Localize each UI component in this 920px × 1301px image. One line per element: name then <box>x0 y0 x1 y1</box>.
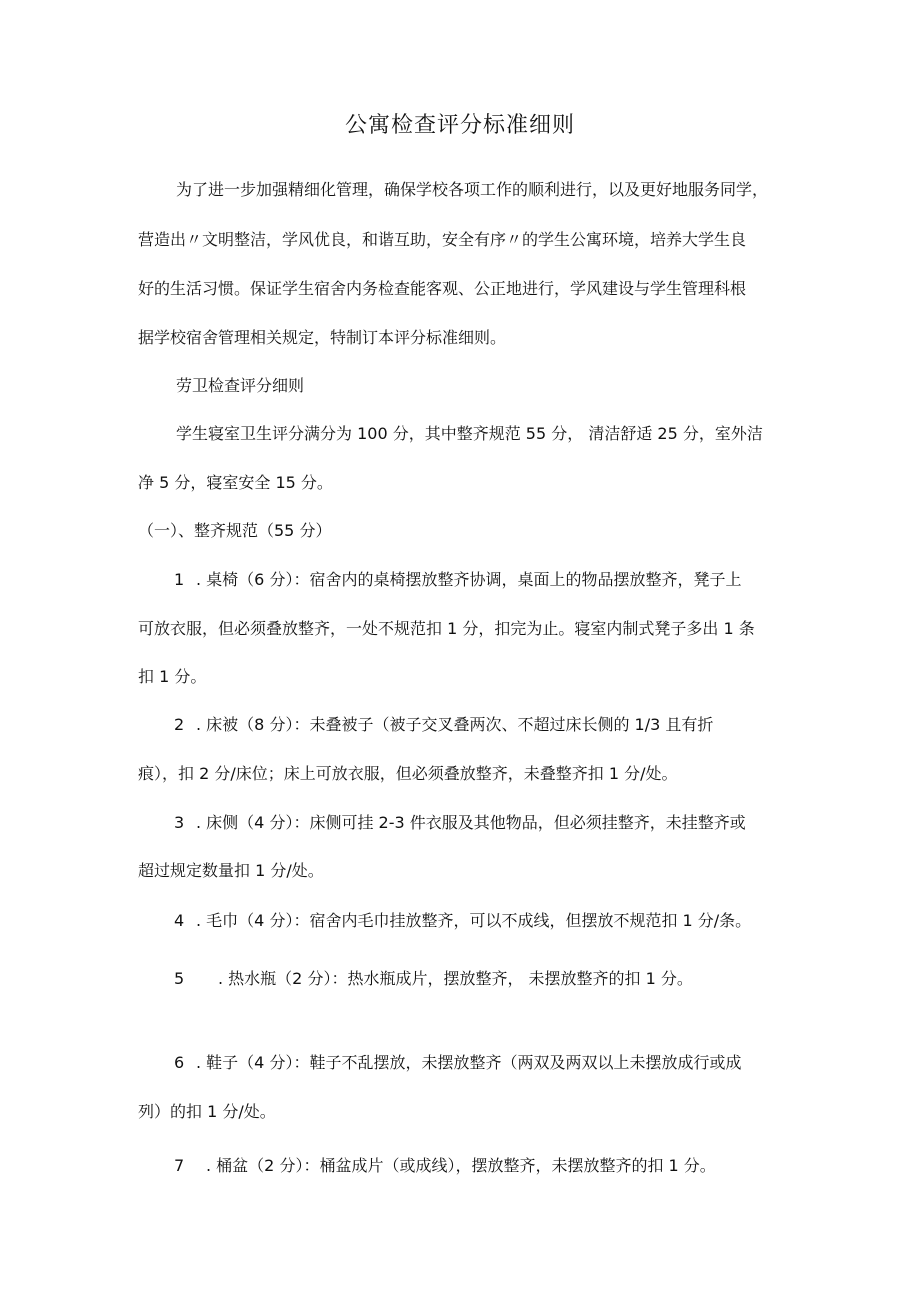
item-number: 1 <box>174 570 185 589</box>
item-number: 7 <box>174 1156 185 1175</box>
item-text-line: 可放衣服，但必须叠放整齐，一处不规范扣 1 分，扣完为止。寝室内制式凳子多出 1 条 <box>138 619 755 638</box>
score-summary-line: 净 5 分，寝室安全 15 分。 <box>138 473 333 492</box>
item-text-line: 超过规定数量扣 1 分/处。 <box>138 861 324 880</box>
item-text-line: . 床侧（4 分）：床侧可挂 2-3 件衣服及其他物品，但必须挂整齐，未挂整齐或 <box>196 813 746 832</box>
item-text-line: 列）的扣 1 分/处。 <box>138 1102 276 1121</box>
item-number: 2 <box>174 715 185 734</box>
item-number: 5 <box>174 969 185 988</box>
item-number: 4 <box>174 911 185 930</box>
intro-line: 好的生活习惯。保证学生宿舍内务检查能客观、公正地进行，学风建设与学生管理科根 <box>138 279 747 298</box>
item-number: 3 <box>174 813 185 832</box>
item-text-line: . 毛巾（4 分）：宿舍内毛巾挂放整齐，可以不成线，但摆放不规范扣 1 分/条。 <box>196 911 752 930</box>
item-text-line: . 床被（8 分）：未叠被子（被子交叉叠两次、不超过床长侧的 1/3 且有折 <box>196 715 714 734</box>
section-heading: 劳卫检查评分细则 <box>176 376 305 395</box>
score-summary-line: 学生寝室卫生评分满分为 100 分，其中整齐规范 55 分， 清洁舒适 25 分，室外洁 <box>176 424 763 443</box>
item-text-line: . 热水瓶（2 分）：热水瓶成片，摆放整齐， 未摆放整齐的扣 1 分。 <box>218 969 693 988</box>
subsection-heading: （一）、整齐规范（55 分） <box>138 521 332 540</box>
item-number: 6 <box>174 1053 185 1072</box>
intro-line: 为了进一步加强精细化管理，确保学校各项工作的顺利进行，以及更好地服务同学， <box>176 180 769 199</box>
item-text-line: . 桌椅（6 分）：宿舍内的桌椅摆放整齐协调，桌面上的物品摆放整齐，凳子上 <box>196 570 742 589</box>
item-text-line: 扣 1 分。 <box>138 667 207 686</box>
intro-line: 营造出〃文明整洁，学风优良，和谐互助，安全有序〃的学生公寓环境，培养大学生良 <box>138 230 747 249</box>
item-text-line: . 桶盆（2 分）：桶盆成片（或成线），摆放整齐，未摆放整齐的扣 1 分。 <box>206 1156 716 1175</box>
intro-line: 据学校宿舍管理相关规定，特制订本评分标准细则。 <box>138 328 507 347</box>
document-title: 公寓检查评分标准细则 <box>344 113 575 138</box>
item-text-line: 痕），扣 2 分/床位；床上可放衣服，但必须叠放整齐，未叠整齐扣 1 分/处。 <box>138 764 678 783</box>
item-text-line: . 鞋子（4 分）：鞋子不乱摆放，未摆放整齐（两双及两双以上未摆放成行或成 <box>196 1053 742 1072</box>
